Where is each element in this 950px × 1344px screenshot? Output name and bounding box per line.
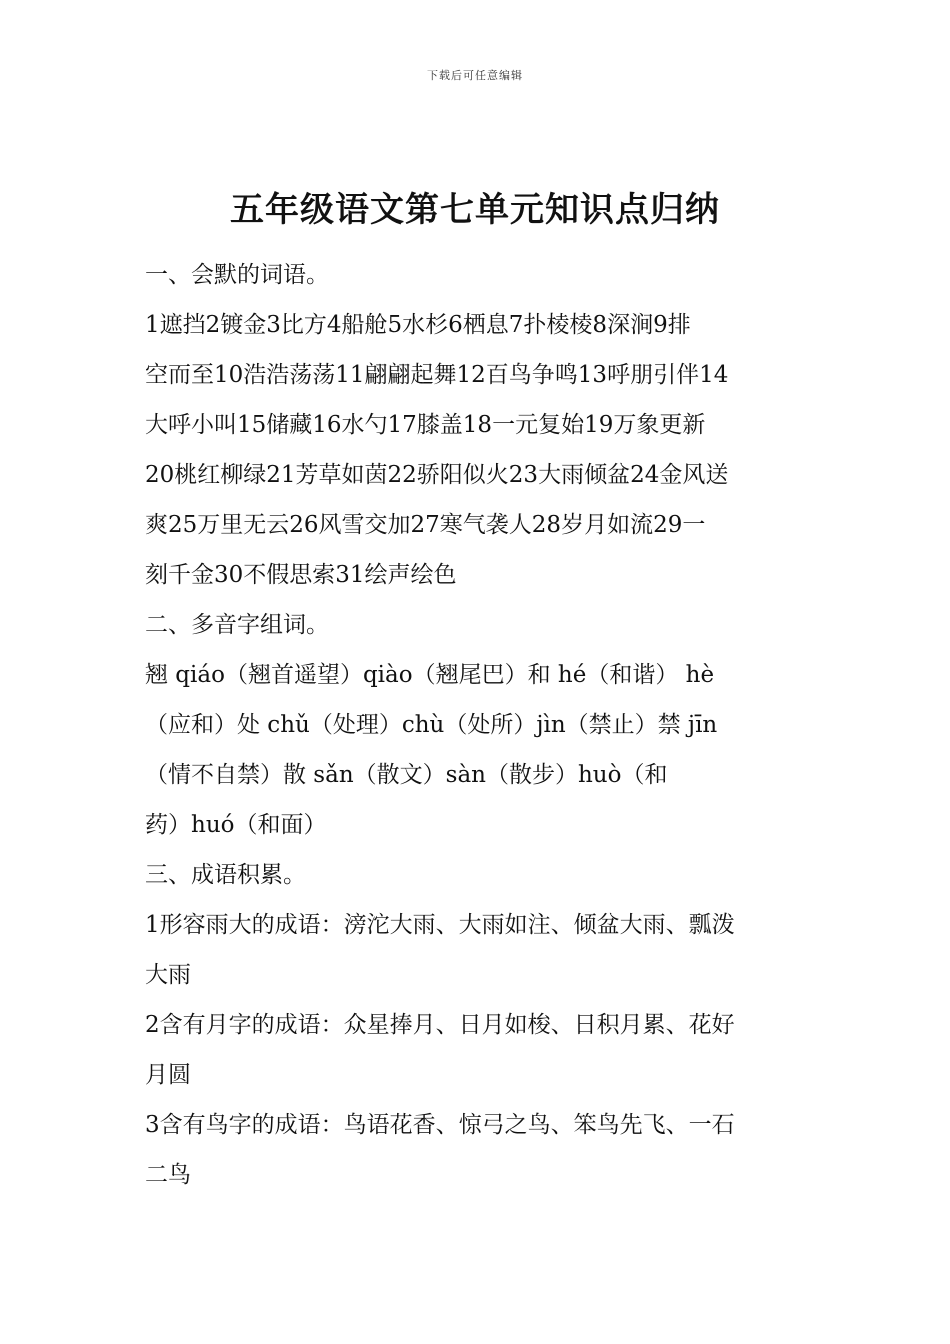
idiom-line: 2含有月字的成语：众星捧月、日月如梭、日积月累、花好: [145, 1012, 735, 1038]
vocabulary-line: 1遮挡2镀金3比方4船舱5水杉6栖息7扑棱棱8深涧9排: [145, 312, 691, 338]
vocabulary-line: 大呼小叫15储藏16水勺17膝盖18一元复始19万象更新: [145, 412, 706, 438]
idiom-line: 1形容雨大的成语：滂沱大雨、大雨如注、倾盆大雨、瓢泼: [145, 912, 735, 938]
document-title: 五年级语文第七单元知识点归纳: [230, 190, 720, 230]
document-body: [145, 250, 810, 1200]
idiom-line: 二鸟: [145, 1162, 191, 1188]
polyphone-line: 药）huó（和面）: [145, 812, 327, 838]
polyphone-line: 翘 qiáo（翘首遥望）qiào（翘尾巴）和 hé（和谐） hè: [145, 662, 715, 688]
vocabulary-line: 20桃红柳绿21芳草如茵22骄阳似火23大雨倾盆24金风送: [145, 462, 729, 488]
vocabulary-line: 空而至10浩浩荡荡11翩翩起舞12百鸟争鸣13呼朋引伴14: [145, 362, 729, 388]
idiom-line: 3含有鸟字的成语：鸟语花香、惊弓之鸟、笨鸟先飞、一石: [145, 1112, 735, 1138]
section-heading-idioms: 三、成语积累。: [145, 862, 306, 888]
vocabulary-line: 爽25万里无云26风雪交加27寒气袭人28岁月如流29一: [145, 512, 706, 538]
page-header-note: 下载后可任意编辑: [427, 69, 523, 82]
section-heading-vocabulary: 一、会默的词语。: [145, 262, 329, 288]
vocabulary-line: 刻千金30不假思索31绘声绘色: [145, 562, 457, 588]
polyphone-line: （情不自禁）散 sǎn（散文）sàn（散步）huò（和: [145, 762, 668, 788]
section-heading-polyphones: 二、多音字组词。: [145, 612, 329, 638]
idiom-line: 大雨: [145, 962, 191, 988]
polyphone-line: （应和）处 chǔ（处理）chù（处所）jìn（禁止）禁 jīn: [145, 712, 718, 738]
idiom-line: 月圆: [145, 1062, 191, 1088]
